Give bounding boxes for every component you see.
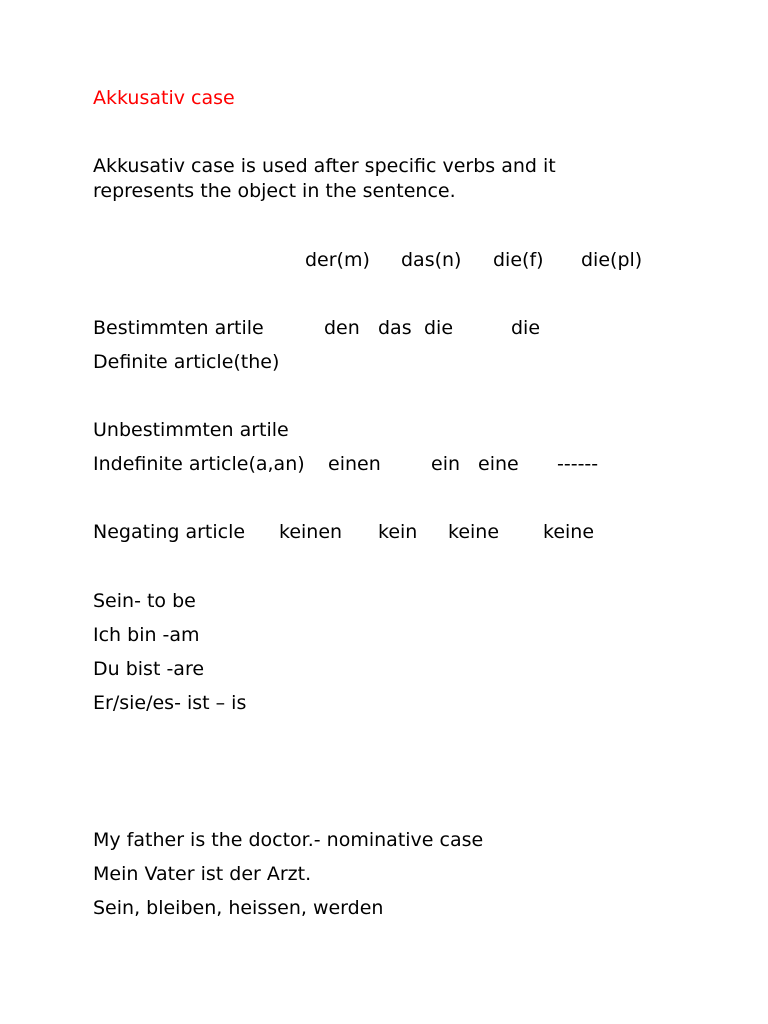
sein-line: Sein- to be <box>93 590 196 612</box>
negating-label: Negating article <box>93 521 246 543</box>
sein-line: Ich bin -am <box>93 624 200 646</box>
indefinite-form-neuter: ein <box>431 453 461 475</box>
negating-form-plural: keine <box>543 521 595 543</box>
page-title: Akkusativ case <box>93 87 235 109</box>
definite-form-plural: die <box>511 317 541 339</box>
example-line: Sein, bleiben, heissen, werden <box>93 897 384 919</box>
sein-line: Du bist -are <box>93 658 205 680</box>
intro-line: represents the object in the sentence. <box>93 180 456 202</box>
indefinite-label: Unbestimmten artile <box>93 419 289 441</box>
negating-form-masculine: keinen <box>279 521 343 543</box>
example-line: My father is the doctor.- nominative case <box>93 829 484 851</box>
example-line: Mein Vater ist der Arzt. <box>93 863 312 885</box>
indefinite-translation: Indefinite article(a,an) <box>93 453 305 475</box>
definite-form-feminine: die <box>424 317 454 339</box>
negating-form-feminine: keine <box>448 521 500 543</box>
sein-line: Er/sie/es- ist – is <box>93 692 247 714</box>
intro-line: Akkusativ case is used after specific verbs and it <box>93 155 556 177</box>
indefinite-form-masculine: einen <box>328 453 381 475</box>
indefinite-form-feminine: eine <box>478 453 519 475</box>
definite-label: Bestimmten artile <box>93 317 264 339</box>
gender-header-neuter: das(n) <box>401 249 462 271</box>
gender-header-plural: die(pl) <box>581 249 643 271</box>
gender-header-masculine: der(m) <box>305 249 370 271</box>
definite-form-masculine: den <box>324 317 360 339</box>
gender-header-feminine: die(f) <box>493 249 544 271</box>
definite-form-neuter: das <box>378 317 412 339</box>
negating-form-neuter: kein <box>378 521 418 543</box>
definite-translation: Definite article(the) <box>93 351 280 373</box>
indefinite-form-plural: ------ <box>557 453 599 475</box>
